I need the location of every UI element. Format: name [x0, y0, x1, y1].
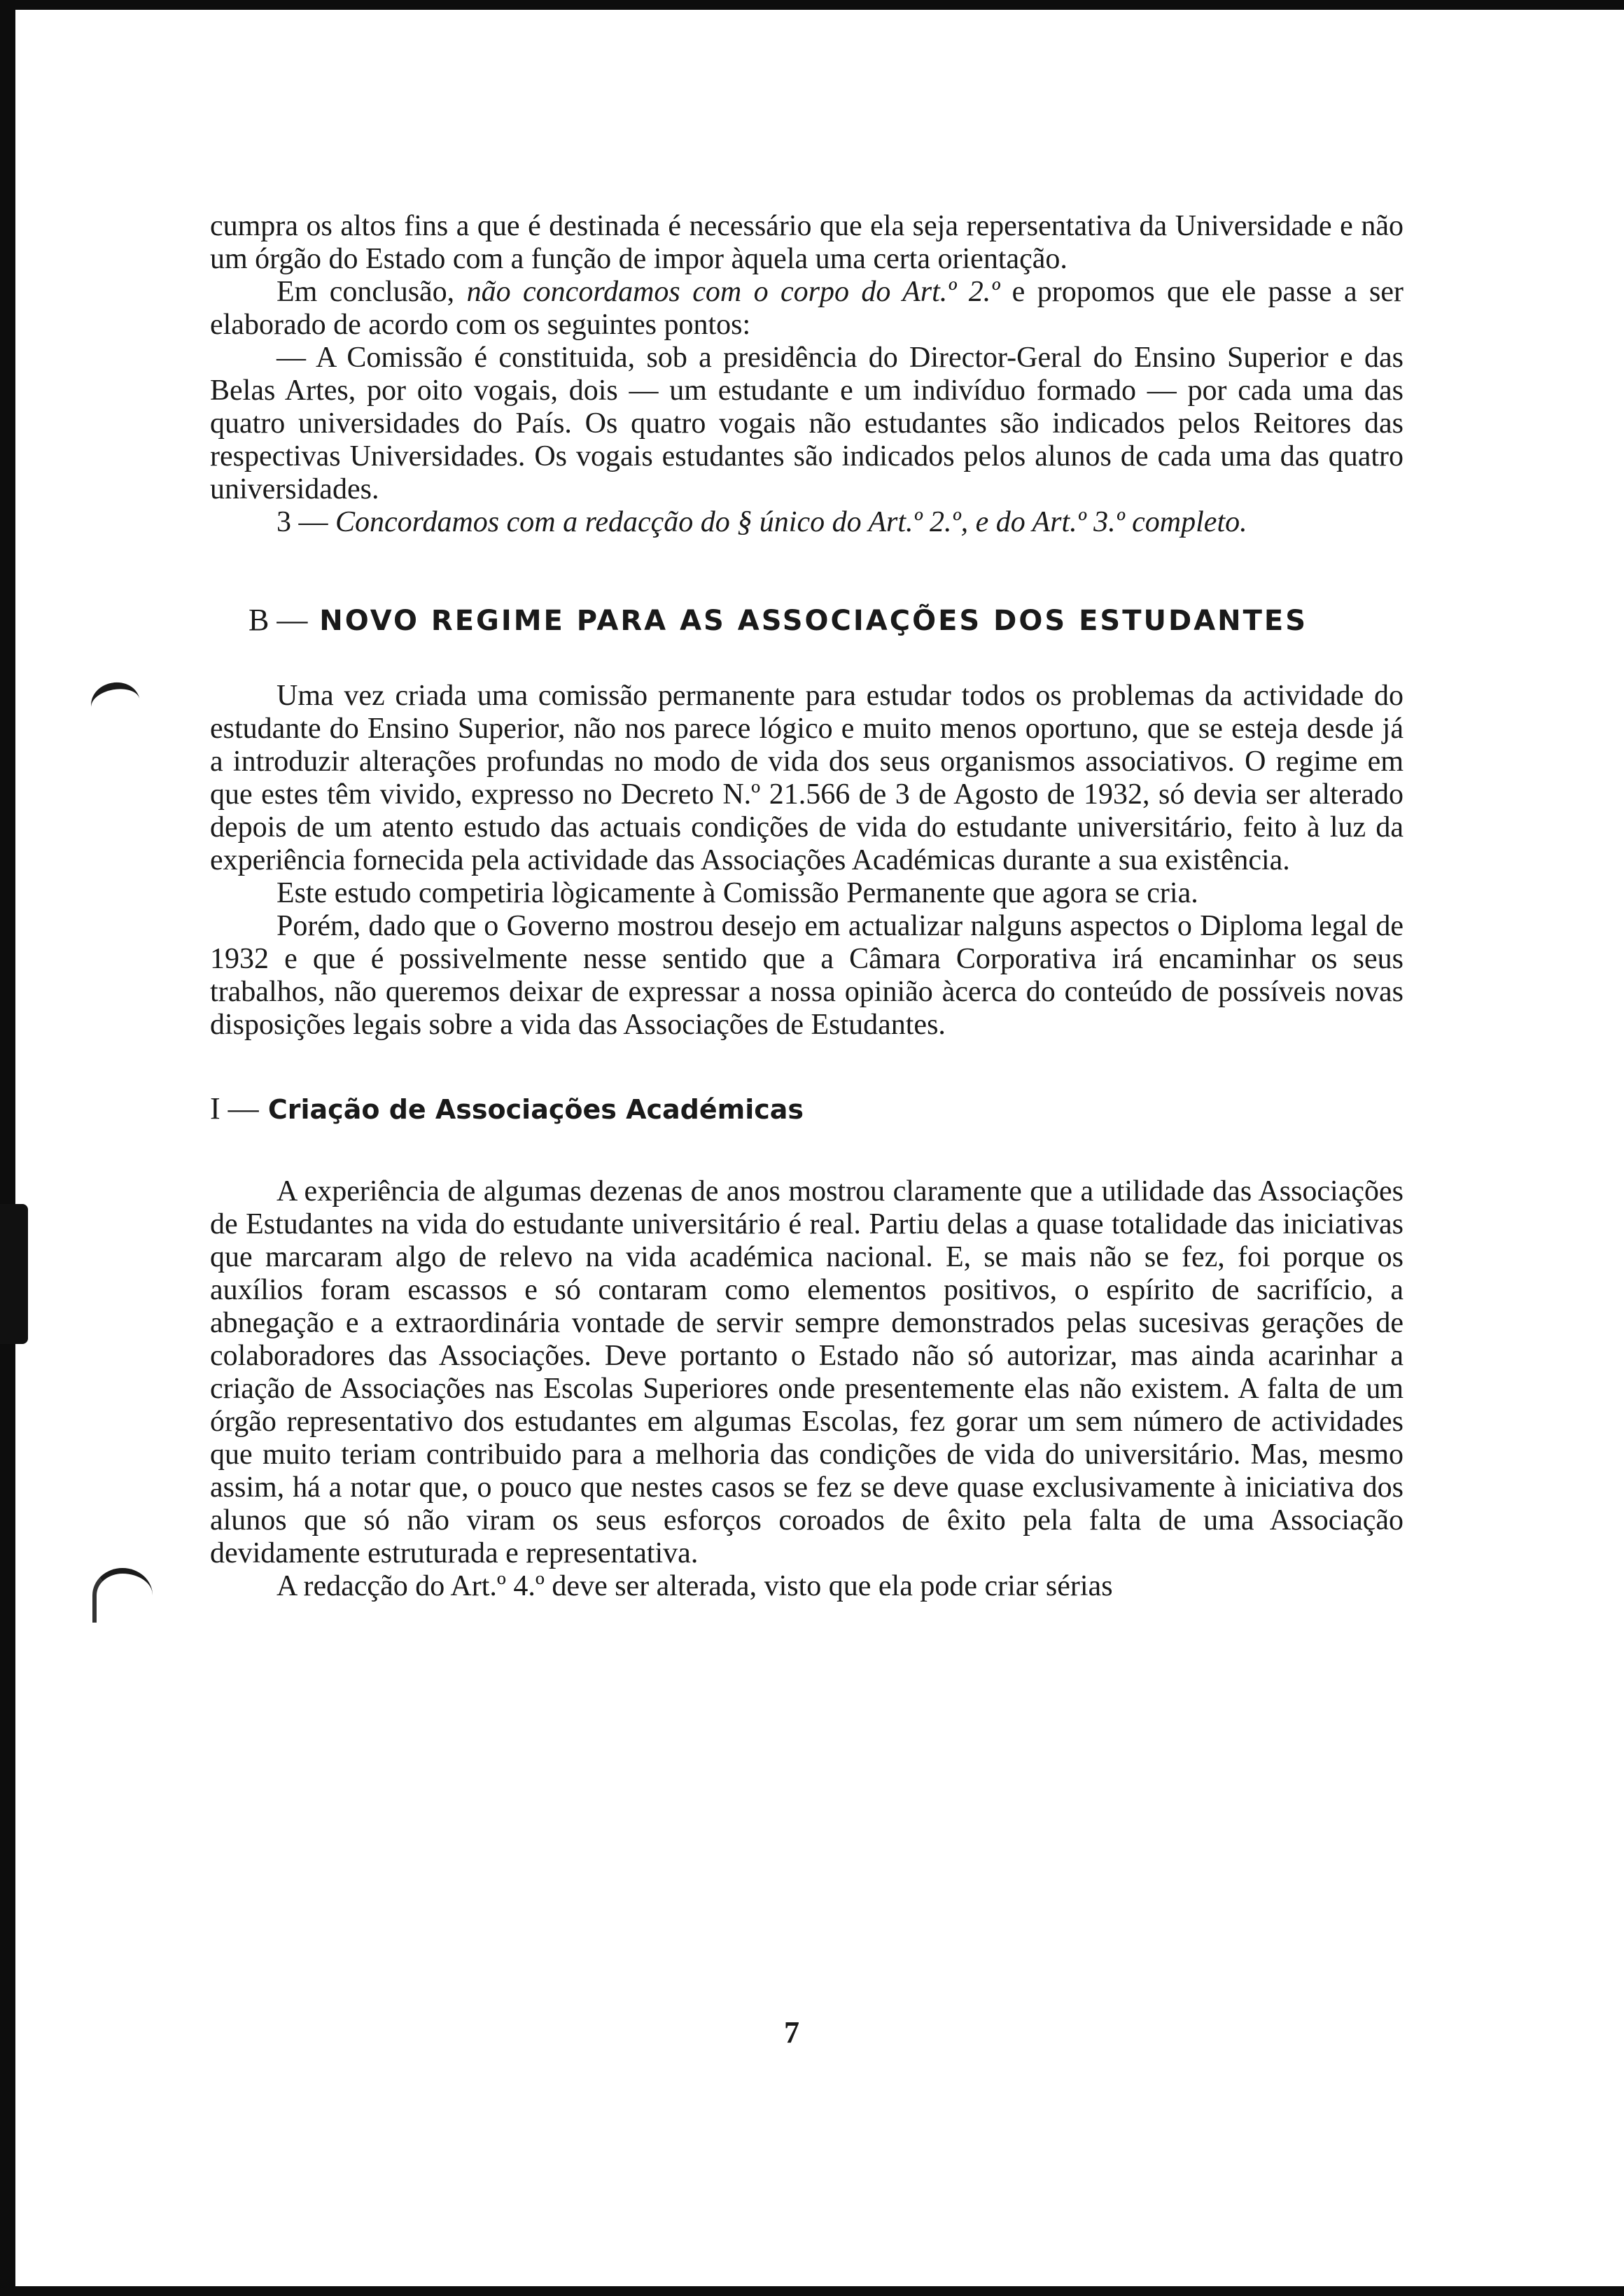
scan-border-top	[0, 0, 1624, 10]
paragraph-continuation: cumpra os altos fins a que é destinada é necessário que ela seja repersentativa da Universidade e não um órgão do Estado com a função de impor àquela uma certa orientação.	[210, 210, 1404, 275]
paragraph-b-1: Uma vez criada uma comissão permanente para estudar todos os problemas da actividade do estudante do Ensino Superior, não nos parece lógico e muito menos oportuno, que se esteja desde já a introduzir alterações profundas no modo de vida dos seus organismos associativos. O regime em que estes têm vivido, expresso no Decreto N.º 21.566 de 3 de Agosto de 1932, só devia ser alterado depois de um atento estudo das actuais condições de vida do estudante universitário, feito à luz da experiência fornecida pela actividade das Associações Académicas durante a sua existência.	[210, 680, 1404, 876]
section-heading-b	[210, 602, 1404, 638]
paragraph-c-1: A experiência de algumas dezenas de anos mostrou claramente que a utilidade das Associações de Estudantes na vida do estudante universitário é real. Partiu delas a quase totalidade das iniciativas que marcaram algo de relevo na vida académica nacional. E, se mais não se fez, foi porque os auxílios foram escassos e só contaram como elementos positivos, o espírito de sacrifício, a abnegação e a extraordinária vontade de servir sempre demonstrados pelas sucesivas gerações de colaboradores das Associações. Deve portanto o Estado não só autorizar, mas ainda acarinhar a criação de Associações nas Escolas Superiores onde presentemente elas não existem. A falta de um órgão representativo dos estudantes em algumas Escolas, fez gorar um sem número de actividades que muito teriam contribuido para a melhoria das condições de vida do universitário. Mas, mesmo assim, há a notar que, o pouco que nestes casos se fez se deve quase exclusivamente à iniciativa dos alunos que só não viram os seus esforços coroados de êxito pela falta de uma Associação devidamente estruturada e representativa.	[210, 1175, 1404, 1569]
punch-hole-mark	[92, 1568, 153, 1623]
emphasis-text: não concordamos com o corpo do Art.º 2.º	[466, 276, 1000, 308]
section-heading-title: NOVO REGIME PARA AS ASSOCIAÇÕES DOS ESTUDANTES	[319, 605, 1308, 637]
scan-border-bottom	[0, 2286, 1624, 2296]
section-heading-lead: B —	[248, 603, 308, 637]
subsection-heading-i	[210, 1091, 1404, 1126]
subsection-heading-title: Criação de Associações Académicas	[267, 1094, 804, 1125]
subsection-heading-lead: I —	[210, 1091, 259, 1126]
page-number: 7	[784, 2015, 799, 2050]
paragraph-b-2: Este estudo competiria lògicamente à Comissão Permanente que agora se cria.	[276, 877, 1198, 909]
paragraph-c-2: A redacção do Art.º 4.º deve ser alterada, visto que ela pode criar sérias	[276, 1570, 1113, 1602]
paragraph-text: e propomos que ele passe a ser elaborado de acordo com os seguintes pontos:	[210, 276, 1404, 341]
paragraph-point-3	[210, 506, 1404, 539]
paragraph-text: 3 —	[276, 506, 335, 538]
paragraph-text: Em conclusão,	[276, 276, 467, 308]
scan-border-left	[0, 0, 15, 2296]
document-page	[210, 210, 1404, 1603]
paragraph-conclusion	[210, 276, 1404, 342]
binding-mark	[0, 1204, 28, 1344]
emphasis-text: Concordamos com a redacção do § único do Art.º 2.º, e do Art.º 3.º completo.	[335, 506, 1247, 538]
paragraph-b-3: Porém, dado que o Governo mostrou desejo em actualizar nalguns aspectos o Diploma legal de 1932 e que é possivelmente nesse sentido que a Câmara Corporativa irá encaminhar os seus trabalhos, não queremos deixar de expressar a nossa opinião àcerca do conteúdo de possíveis novas disposições legais sobre a vida das Associações de Estudantes.	[210, 910, 1404, 1041]
paragraph-commission-composition: — A Comissão é constituida, sob a presidência do Director-Geral do Ensino Superior e das Belas Artes, por oito vogais, dois — um estudante e um indivíduo formado — por cada uma das quatro universidades do País. Os quatro vogais não estudantes são indicados pelos Reitores das respectivas Universidades. Os vogais estudantes são indicados pelos alunos de cada uma das quatro universidades.	[210, 342, 1404, 505]
punch-hole-mark	[88, 678, 143, 728]
